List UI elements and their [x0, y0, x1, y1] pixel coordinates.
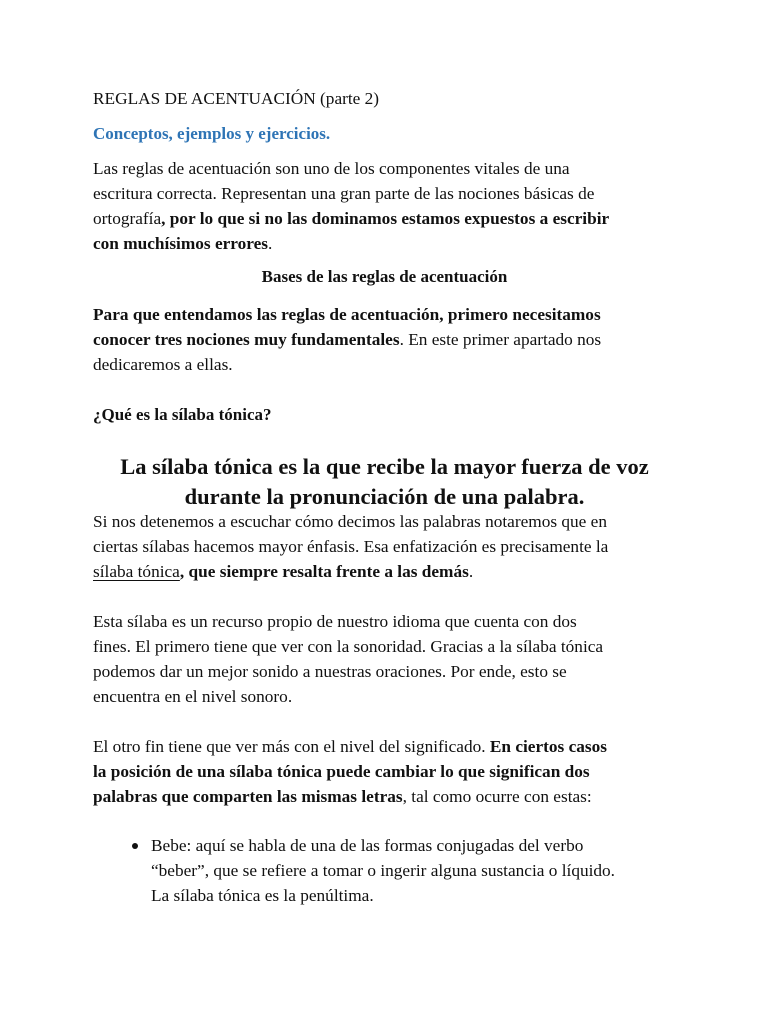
meaning-line-1	[93, 734, 676, 759]
intro-line-3	[93, 206, 676, 231]
document-title: REGLAS DE ACENTUACIÓN (parte 2)	[93, 89, 380, 108]
intro-text: ortografía	[93, 209, 162, 228]
bullet-line-3: La sílaba tónica es la penúltima.	[151, 886, 374, 905]
emphasis-line-1: Si nos detenemos a escuchar cómo decimos las palabras notaremos que en	[93, 512, 607, 531]
intro-text: .	[268, 234, 273, 253]
underlined-term: sílaba tónica	[93, 562, 180, 581]
document-page	[93, 82, 676, 908]
intro-line-2: escritura correcta. Representan una gran parte de las nociones básicas de	[93, 184, 595, 203]
bases-line-2	[93, 327, 676, 352]
definition-callout	[93, 452, 676, 512]
resource-line-2: fines. El primero tiene que ver con la sonoridad. Gracias a la sílaba tónica	[93, 637, 604, 656]
bullet-icon	[132, 843, 138, 849]
emphasis-bold-text: , que siempre resalta frente a las demás	[179, 562, 469, 581]
list-item	[93, 833, 676, 908]
bases-text: . En este primer apartado nos	[399, 330, 602, 349]
bullet-line-1: Bebe: aquí se habla de una de las formas conjugadas del verbo	[151, 836, 584, 855]
bases-line-1: Para que entendamos las reglas de acentuación, primero necesitamos	[93, 305, 601, 324]
question-heading: ¿Qué es la sílaba tónica?	[93, 405, 272, 424]
meaning-bold-text: palabras que comparten las mismas letras	[93, 787, 403, 806]
definition-line-2: durante la pronunciación de una palabra.	[184, 484, 585, 509]
resource-line-3: podemos dar un mejor sonido a nuestras oraciones. Por ende, esto se	[93, 662, 567, 681]
resource-paragraph	[93, 609, 676, 709]
bullet-line-2: “beber”, que se refiere a tomar o ingerir alguna sustancia o líquido.	[151, 861, 616, 880]
meaning-text: El otro fin tiene que ver más con el nivel del significado.	[93, 737, 490, 756]
section-heading: Bases de las reglas de acentuación	[261, 267, 508, 286]
document-subtitle: Conceptos, ejemplos y ejercicios.	[93, 124, 331, 143]
emphasis-line-2: ciertas sílabas hacemos mayor énfasis. Esa enfatización es precisamente la	[93, 537, 609, 556]
emphasis-line-3	[93, 559, 676, 584]
intro-line-4	[93, 231, 676, 256]
meaning-line-3	[93, 784, 676, 809]
resource-line-4: encuentra en el nivel sonoro.	[93, 687, 293, 706]
bases-paragraph	[93, 302, 676, 377]
meaning-text: , tal como ocurre con estas:	[402, 787, 592, 806]
intro-bold-text: , por lo que si no las dominamos estamos expuestos a escribir	[161, 209, 610, 228]
emphasis-text: .	[468, 562, 474, 581]
meaning-bold-text: En ciertos casos	[489, 737, 607, 756]
definition-line-1: La sílaba tónica es la que recibe la mayor fuerza de voz	[120, 454, 649, 479]
emphasis-paragraph	[93, 509, 676, 584]
meaning-line-2: la posición de una sílaba tónica puede cambiar lo que significan dos	[93, 762, 590, 781]
meaning-paragraph	[93, 734, 676, 809]
bases-bold-text: conocer tres nociones muy fundamentales	[93, 330, 400, 349]
intro-paragraph	[93, 156, 676, 256]
resource-line-1: Esta sílaba es un recurso propio de nuestro idioma que cuenta con dos	[93, 612, 577, 631]
bases-line-3: dedicaremos a ellas.	[93, 355, 233, 374]
example-list	[93, 833, 676, 908]
intro-line-1: Las reglas de acentuación son uno de los componentes vitales de una	[93, 159, 570, 178]
intro-bold-text: con muchísimos errores	[93, 234, 269, 253]
